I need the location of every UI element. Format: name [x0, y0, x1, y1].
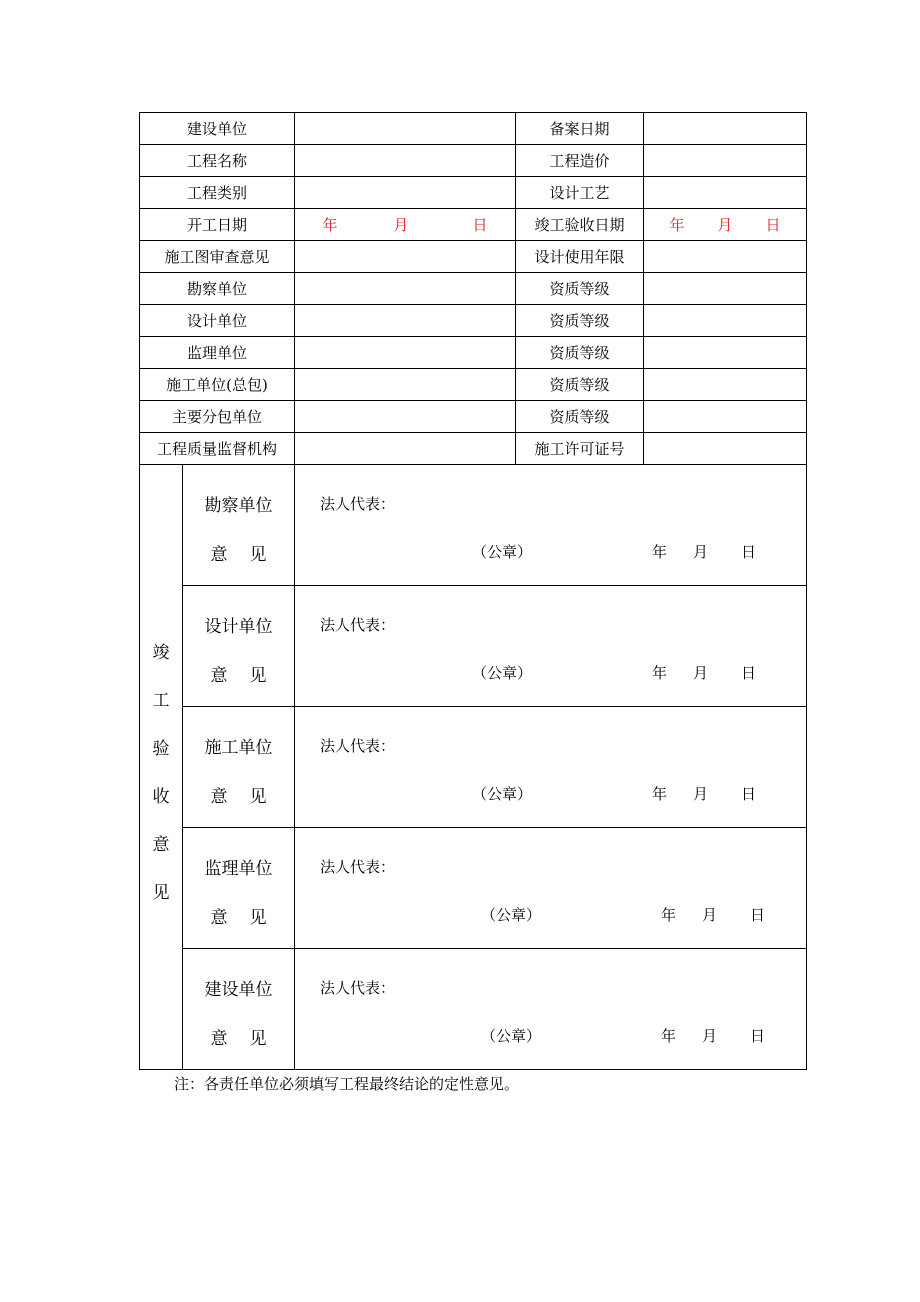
- field-label: 设计工艺: [516, 177, 644, 209]
- field-label: 勘察单位: [140, 273, 295, 305]
- party-label-survey: [183, 465, 295, 586]
- info-row: [140, 433, 807, 465]
- field-value[interactable]: [295, 369, 516, 401]
- field-label: 资质等级: [516, 273, 644, 305]
- field-label: 资质等级: [516, 337, 644, 369]
- field-label: 建设单位: [140, 113, 295, 145]
- party-label-design: [183, 586, 295, 707]
- field-value[interactable]: [295, 337, 516, 369]
- acceptance-row: [140, 707, 807, 828]
- info-row: [140, 273, 807, 305]
- opinion-field-survey[interactable]: [295, 465, 807, 586]
- field-value[interactable]: [295, 177, 516, 209]
- info-row: [140, 241, 807, 273]
- field-value[interactable]: [295, 305, 516, 337]
- field-label: 主要分包单位: [140, 401, 295, 433]
- seal-label: （公章）: [472, 543, 533, 561]
- legal-rep-label: 法人代表：: [320, 979, 396, 997]
- year-unit: 年: [322, 216, 338, 234]
- day-unit: 日: [472, 216, 488, 234]
- yijian-char: 意: [210, 908, 228, 928]
- field-label: 备案日期: [516, 113, 644, 145]
- yijian-char: 见: [249, 545, 267, 565]
- field-value[interactable]: [295, 273, 516, 305]
- yijian-char: 意: [210, 666, 228, 686]
- yijian-char: 见: [249, 1029, 267, 1049]
- year-unit: 年: [669, 216, 685, 234]
- day-unit: 日: [750, 1027, 766, 1045]
- field-label: 施工单位(总包): [140, 369, 295, 401]
- field-value[interactable]: [295, 241, 516, 273]
- field-value[interactable]: [644, 401, 807, 433]
- party-name: 设计单位: [204, 617, 273, 637]
- year-unit: 年: [652, 543, 668, 561]
- field-value[interactable]: [644, 145, 807, 177]
- yijian-char: 意: [210, 787, 228, 807]
- yijian-char: 见: [249, 908, 267, 928]
- field-label: 资质等级: [516, 369, 644, 401]
- info-row: [140, 305, 807, 337]
- year-unit: 年: [661, 906, 677, 924]
- filing-form-table: [139, 112, 807, 1070]
- party-name: 勘察单位: [204, 496, 273, 516]
- vertical-char: 工: [152, 691, 170, 711]
- acceptance-row: [140, 586, 807, 707]
- acceptance-row: [140, 465, 807, 586]
- month-unit: 月: [693, 543, 709, 561]
- field-value[interactable]: [644, 433, 807, 465]
- yijian-char: 见: [249, 666, 267, 686]
- field-label: 施工图审查意见: [140, 241, 295, 273]
- info-row: [140, 401, 807, 433]
- field-value[interactable]: [644, 273, 807, 305]
- day-unit: 日: [741, 785, 757, 803]
- field-label: 工程名称: [140, 145, 295, 177]
- footnote: 注：各责任单位必须填写工程最终结论的定性意见。: [174, 1075, 520, 1093]
- party-label-supervision: [183, 828, 295, 949]
- field-label: 工程质量监督机构: [140, 433, 295, 465]
- info-row: [140, 369, 807, 401]
- field-value[interactable]: [644, 177, 807, 209]
- field-label: 设计单位: [140, 305, 295, 337]
- month-unit: 月: [717, 216, 733, 234]
- seal-label: （公章）: [472, 785, 533, 803]
- vertical-char: 意: [152, 835, 170, 855]
- seal-label: （公章）: [472, 664, 533, 682]
- day-unit: 日: [741, 664, 757, 682]
- acceptance-row: [140, 828, 807, 949]
- field-label: 设计使用年限: [516, 241, 644, 273]
- field-value[interactable]: [644, 369, 807, 401]
- info-row: [140, 113, 807, 145]
- completion-date-field[interactable]: [644, 209, 807, 241]
- legal-rep-label: 法人代表：: [320, 495, 396, 513]
- info-row: [140, 177, 807, 209]
- field-label: 施工许可证号: [516, 433, 644, 465]
- day-unit: 日: [765, 216, 781, 234]
- field-value[interactable]: [295, 113, 516, 145]
- year-unit: 年: [661, 1027, 677, 1045]
- opinion-field-design[interactable]: [295, 586, 807, 707]
- field-label: 工程类别: [140, 177, 295, 209]
- year-unit: 年: [652, 785, 668, 803]
- month-unit: 月: [393, 216, 409, 234]
- acceptance-row: [140, 949, 807, 1070]
- field-value[interactable]: [295, 433, 516, 465]
- yijian-char: 意: [210, 1029, 228, 1049]
- field-label: 监理单位: [140, 337, 295, 369]
- info-row: [140, 209, 807, 241]
- field-value[interactable]: [644, 337, 807, 369]
- opinion-field-owner[interactable]: [295, 949, 807, 1070]
- party-name: 施工单位: [204, 738, 273, 758]
- month-unit: 月: [693, 785, 709, 803]
- day-unit: 日: [741, 543, 757, 561]
- yijian-char: 意: [210, 545, 228, 565]
- month-unit: 月: [693, 664, 709, 682]
- info-row: [140, 337, 807, 369]
- field-value[interactable]: [644, 305, 807, 337]
- vertical-char: 见: [152, 883, 170, 903]
- field-label: 开工日期: [140, 209, 295, 241]
- opinion-field-supervision[interactable]: [295, 828, 807, 949]
- field-label: 资质等级: [516, 401, 644, 433]
- info-row: [140, 145, 807, 177]
- party-name: 建设单位: [204, 980, 273, 1000]
- party-name: 监理单位: [204, 859, 273, 879]
- acceptance-vertical-label: [140, 465, 183, 1070]
- vertical-char: 验: [152, 739, 170, 759]
- field-value[interactable]: [644, 113, 807, 145]
- field-value[interactable]: [295, 401, 516, 433]
- vertical-char: 收: [152, 787, 170, 807]
- party-label-construction: [183, 707, 295, 828]
- field-value[interactable]: [644, 241, 807, 273]
- opinion-field-construction[interactable]: [295, 707, 807, 828]
- month-unit: 月: [702, 906, 718, 924]
- field-label: 工程造价: [516, 145, 644, 177]
- field-value[interactable]: [295, 145, 516, 177]
- party-label-owner: [183, 949, 295, 1070]
- seal-label: （公章）: [481, 1027, 542, 1045]
- field-label: 竣工验收日期: [516, 209, 644, 241]
- month-unit: 月: [702, 1027, 718, 1045]
- legal-rep-label: 法人代表：: [320, 858, 396, 876]
- legal-rep-label: 法人代表：: [320, 616, 396, 634]
- legal-rep-label: 法人代表：: [320, 737, 396, 755]
- vertical-char: 竣: [152, 643, 170, 663]
- yijian-char: 见: [249, 787, 267, 807]
- start-date-field[interactable]: [295, 209, 516, 241]
- year-unit: 年: [652, 664, 668, 682]
- seal-label: （公章）: [481, 906, 542, 924]
- day-unit: 日: [750, 906, 766, 924]
- field-label: 资质等级: [516, 305, 644, 337]
